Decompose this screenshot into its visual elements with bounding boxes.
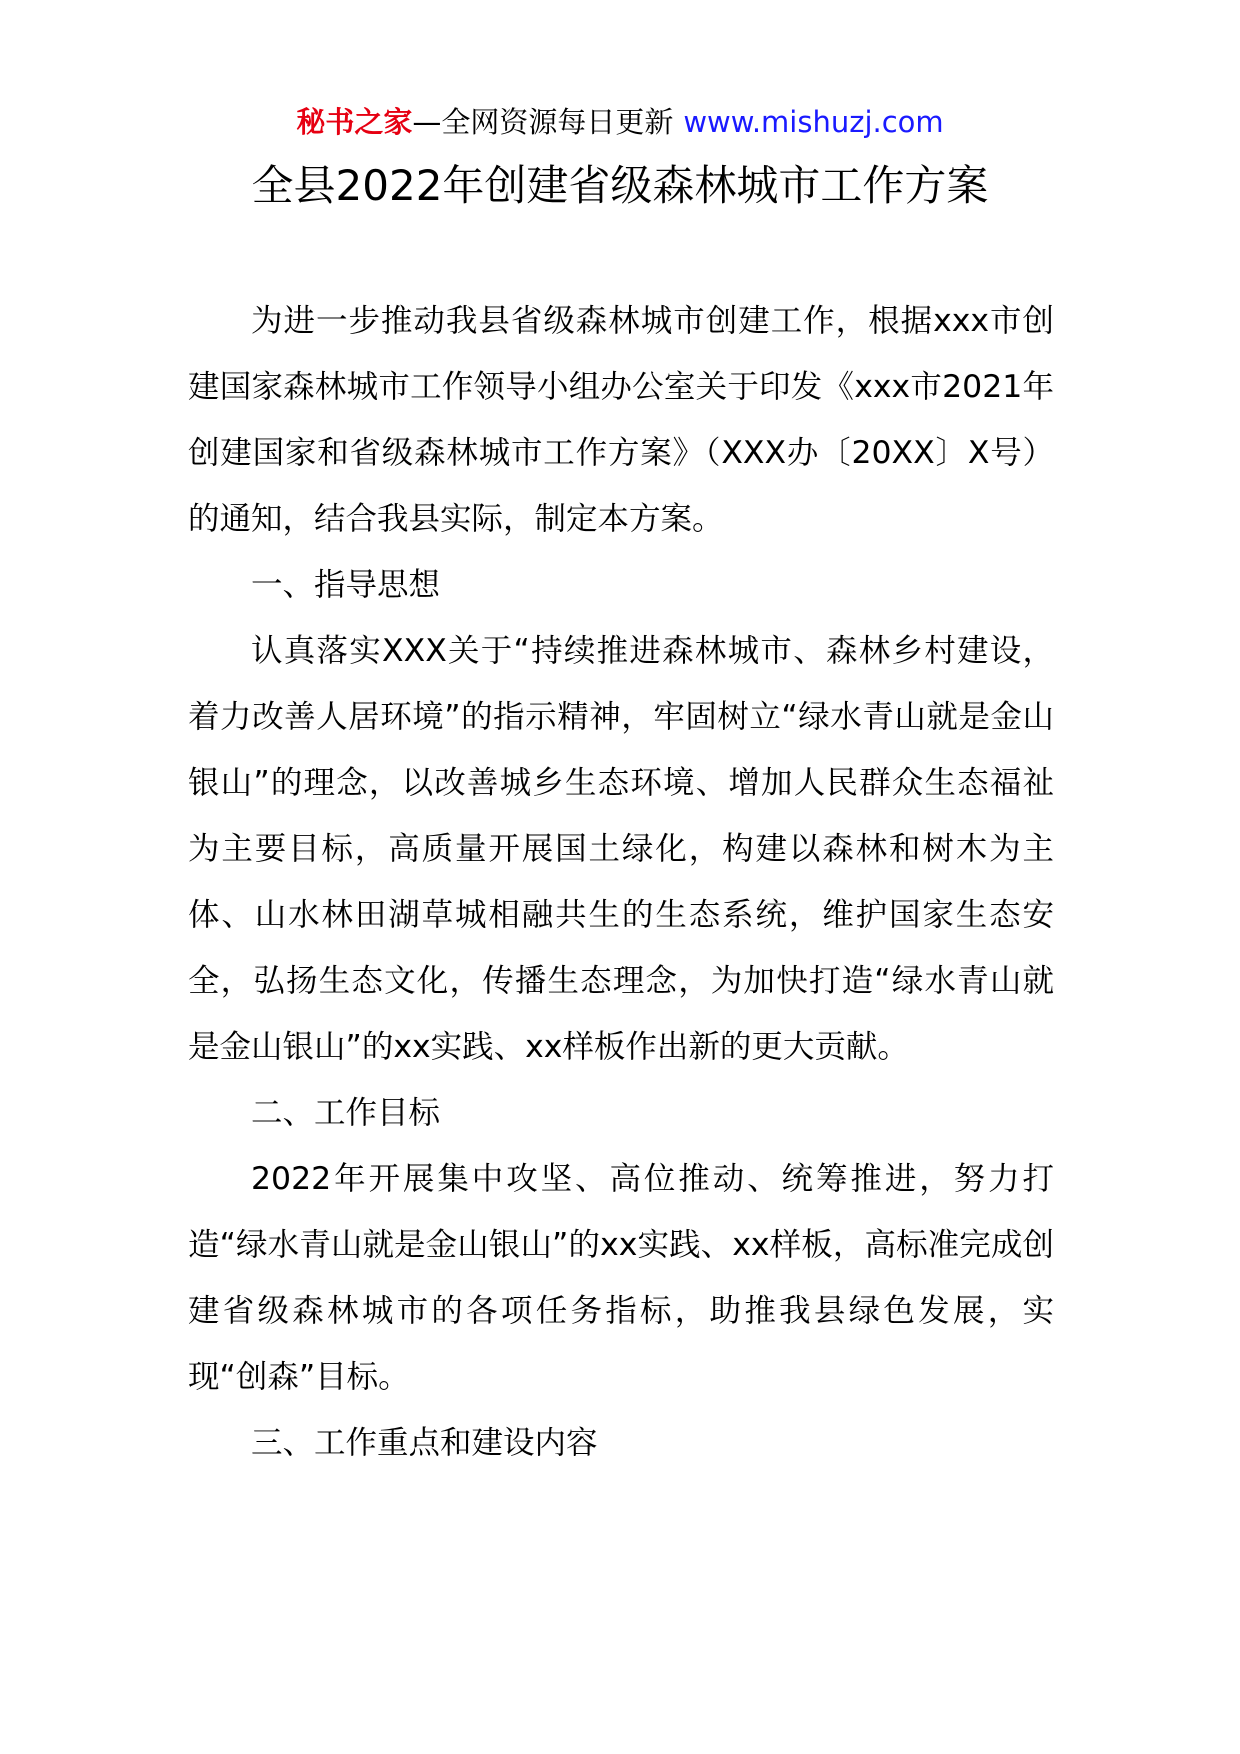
site-header bbox=[0, 100, 1240, 144]
guiding-ideology-paragraph: 认真落实XXX关于“持续推进森林城市、森林乡村建设，着力改善人居环境”的指示精神，牢固树立“绿水青山就是金山银山”的理念，以改善城乡生态环境、增加人民群众生态福祉为主要目标，高质量开展国土绿化，构建以森林和树木为主体、山水林田湖草城相融共生的生态系统，维护国家生态安全，弘扬生态文化，传播生态理念，为加快打造“绿水青山就是金山银山”的xx实践、xx样板作出新的更大贡献。 bbox=[188, 633, 1054, 1065]
site-url-link[interactable]: www.mishuzj.com bbox=[683, 105, 944, 139]
section-heading-work-goals: 二、工作目标 bbox=[251, 1095, 441, 1131]
intro-paragraph: 为进一步推动我县省级森林城市创建工作，根据xxx市创建国家森林城市工作领导小组办公室关于印发《xxx市2021年创建国家和省级森林城市工作方案》（XXX办〔20XX〕X号）的通知，结合我县实际，制定本方案。 bbox=[188, 303, 1054, 537]
document-title: 全县2022年创建省级森林城市工作方案 bbox=[251, 161, 989, 210]
brand-name: 秘书之家 bbox=[296, 105, 413, 139]
section-heading-key-work: 三、工作重点和建设内容 bbox=[251, 1425, 598, 1461]
document-body bbox=[188, 288, 1054, 1476]
work-goals-paragraph: 2022年开展集中攻坚、高位推动、统筹推进，努力打造“绿水青山就是金山银山”的xx实践、xx样板，高标准完成创建省级森林城市的各项任务指标，助推我县绿色发展，实现“创森”目标。 bbox=[188, 1161, 1054, 1395]
header-tagline: —全网资源每日更新 bbox=[412, 105, 674, 139]
section-heading-guiding-ideology: 一、指导思想 bbox=[251, 567, 441, 603]
